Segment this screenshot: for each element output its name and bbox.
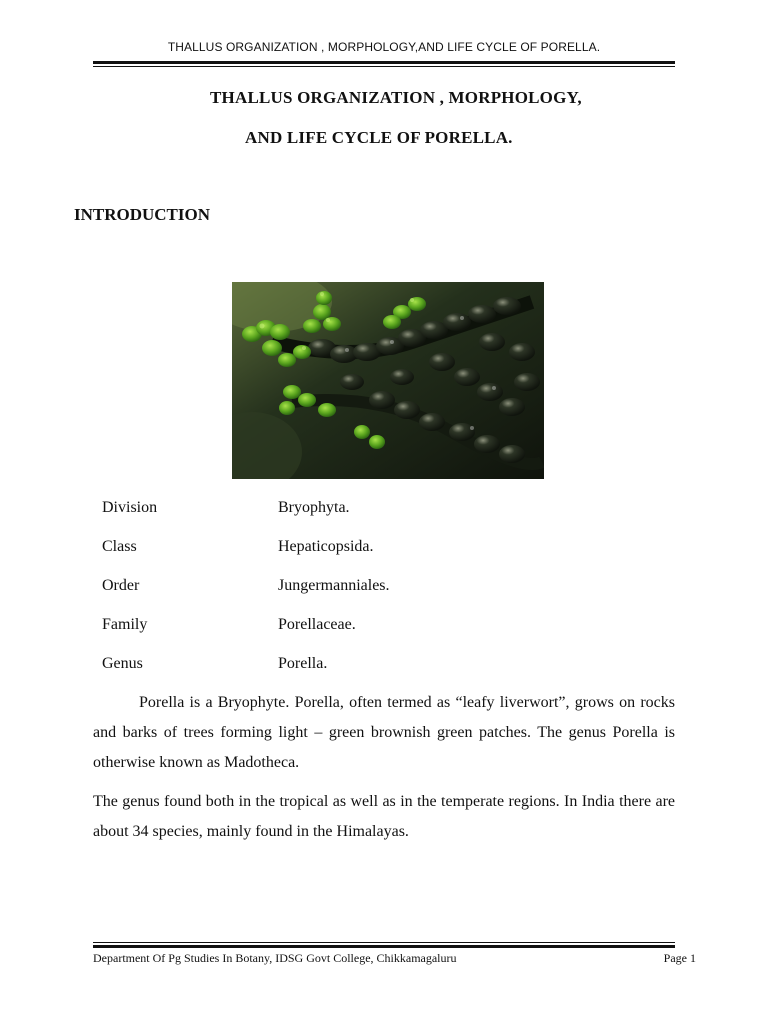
- taxon-value: Jungermanniales.: [278, 577, 390, 594]
- taxon-rank: Class: [102, 538, 137, 555]
- taxon-rank: Genus: [102, 655, 143, 672]
- document-title-line-1: THALLUS ORGANIZATION , MORPHOLOGY,: [210, 88, 582, 107]
- running-header: THALLUS ORGANIZATION , MORPHOLOGY,AND LIFE CYCLE OF PORELLA.: [167, 40, 601, 54]
- taxon-value: Porellaceae.: [278, 616, 356, 633]
- taxon-value: Hepaticopsida.: [278, 538, 374, 555]
- intro-paragraph-1: Porella is a Bryophyte. Porella, often termed as “leafy liverwort”, grows on rocks and barks of trees forming light – green brownish green patches. The genus Porella is otherwise known as Madotheca.: [93, 694, 675, 771]
- document-title-line-2: AND LIFE CYCLE OF PORELLA.: [245, 128, 513, 147]
- intro-paragraph-2: The genus found both in the tropical as well as in the temperate regions. In India there are about 34 species, mainly found in the Himalayas.: [93, 793, 675, 840]
- footer-department: Department Of Pg Studies In Botany, IDSG Govt College, Chikkamagaluru: [93, 951, 457, 965]
- porella-photo: [232, 282, 544, 479]
- footer-rule-thin: [93, 942, 675, 943]
- footer-rule: [93, 945, 675, 948]
- section-heading: INTRODUCTION: [74, 205, 211, 224]
- header-rule: [93, 61, 675, 64]
- taxon-rank: Division: [102, 499, 158, 516]
- header-rule-thin: [93, 66, 675, 67]
- taxon-rank: Order: [102, 577, 140, 594]
- taxon-rank: Family: [102, 616, 148, 633]
- taxon-value: Bryophyta.: [278, 499, 350, 516]
- page-number: Page 1: [663, 951, 696, 965]
- taxon-value: Porella.: [278, 655, 328, 672]
